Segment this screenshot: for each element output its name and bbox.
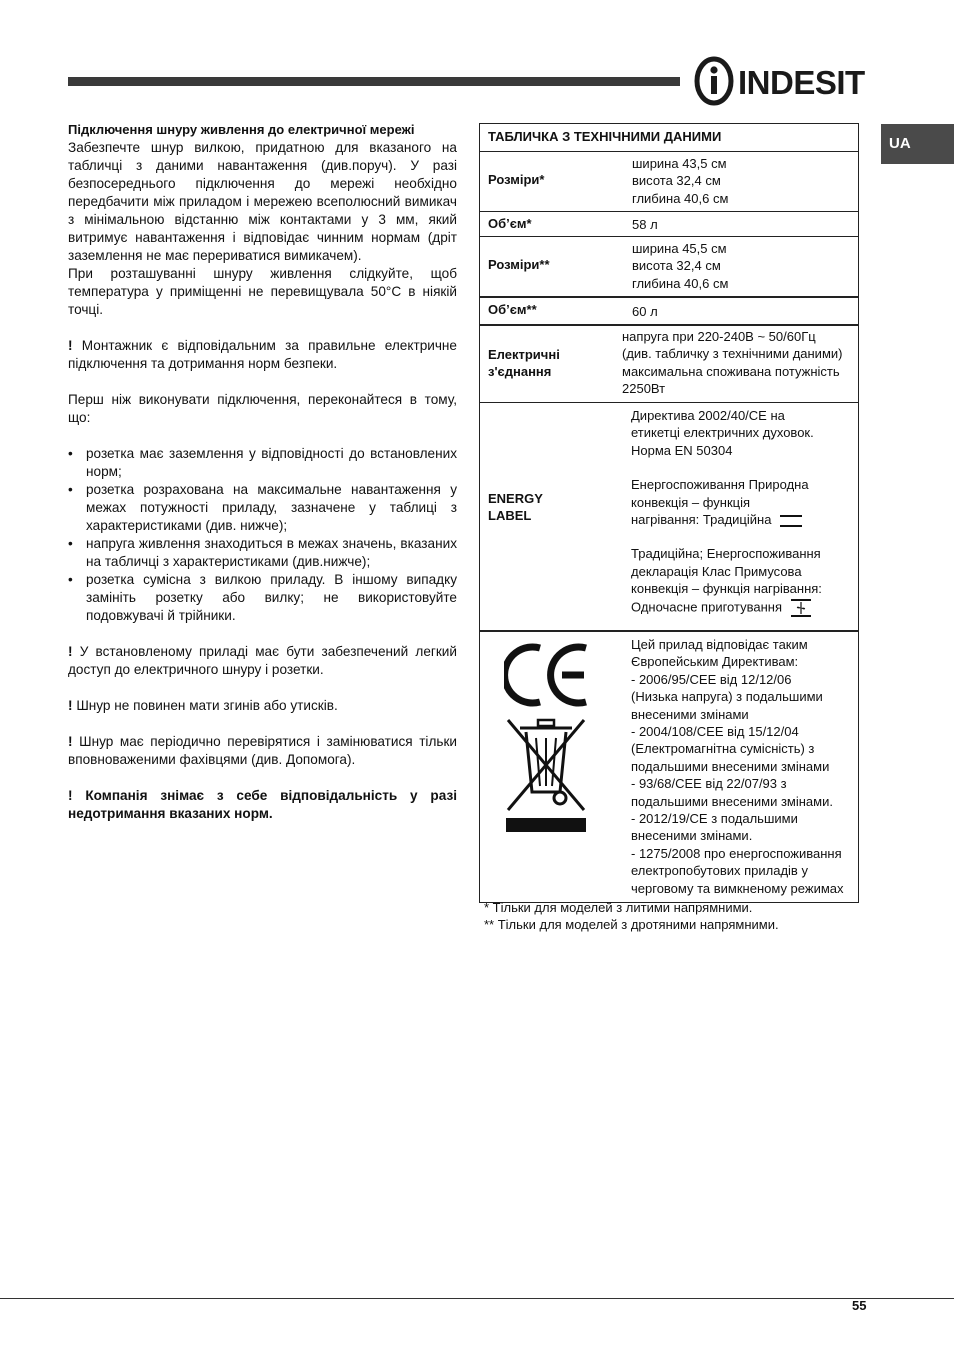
note-access (68, 643, 457, 679)
value-line: (Низька напруга) з подальшими (631, 689, 823, 705)
warning-mark: ! (68, 338, 73, 353)
value-line: напруга при 220-240В ~ 50/60Гц (622, 329, 816, 344)
row-value (632, 155, 728, 207)
paragraph-plug: Забезпечте шнур вилкою, придатною для вказаного на табличці з даними навантаження (див.поруч). У разі безпосереднього підключення до мережі необхідно передбачити між приладом і мережею всеполюсний вимикач з мінімальною відстанню між контактами у 3 мм, який витримує навантаження і відповідає чинним нормам (дріт заземлення не має перериватися вимикачем). (68, 140, 457, 263)
footnote: * Тільки для моделей з литими напрямними. (484, 900, 753, 915)
warning-mark: ! (68, 698, 73, 713)
list-item: • розетка має заземлення у відповідності до встановлених норм; (68, 445, 457, 481)
value-line: Енергоспоживання Природна (631, 477, 809, 493)
value-line: глибина 40,6 см (632, 190, 729, 206)
list-item: • розетка сумісна з вилкою приладу. В іншому випадку замініть розетку або вилку; не використовуйте подовжувачі й трійники. (68, 571, 457, 625)
value-line: декларація Клас Примусова (631, 563, 802, 579)
value-line: електропобутових приладів у (631, 863, 808, 879)
label-line: ENERGY (488, 491, 543, 506)
checklist (68, 445, 457, 625)
paragraph-check: Перш ніж виконувати підключення, переконайтеся в тому, що: (68, 392, 457, 425)
row-electrical (480, 324, 858, 402)
section-title: Підключення шнуру живлення до електричної мережі (68, 122, 415, 137)
row-value (631, 407, 857, 618)
note-installer-text: Монтажник є відповідальним за правильне електричне підключення та дотримання норм безпеки. (68, 338, 457, 371)
row-value (622, 328, 842, 398)
ce-mark-icon (504, 642, 590, 708)
brand-name: INDESIT (738, 64, 865, 101)
paragraph-temperature: При розташуванні шнуру живлення слідкуйте, щоб температура у приміщенні не перевищувала 50°C в ніякій точці. (68, 266, 457, 317)
value-line: Директива 2002/40/CE на (631, 408, 785, 423)
row-label: Об’єм* (488, 216, 532, 231)
list-item: • розетка розрахована на максимальне навантаження у межах потужності приладу, зазначене у таблиці з характеристиками (див. нижче); (68, 481, 457, 535)
label-line: LABEL (488, 508, 532, 524)
note-liability-text: Компанія знімає з себе відповідальність у разі недотримання вказаних норм. (68, 788, 457, 821)
value-line: подальшими внесеними змінами. (631, 793, 833, 809)
value-line: Традиційна; Енергоспоживання (631, 546, 821, 562)
value-line: (див. табличку з технічними даними) (622, 346, 843, 362)
footnote: ** Тільки для моделей з дротяними напрямними. (484, 917, 779, 932)
warning-mark: ! (68, 788, 73, 803)
value-line: глибина 40,6 см (632, 275, 729, 291)
value-line: конвекція – функція (631, 494, 751, 510)
value-line (631, 511, 857, 528)
value-line: етикетці електричних духовок. (631, 425, 814, 441)
note-installer (68, 337, 457, 373)
value-line: ширина 45,5 см (632, 241, 727, 256)
value-line: - 2006/95/CEE від 12/12/06 (631, 671, 792, 687)
note-bends-text: Шнур не повинен мати згинів або утисків. (76, 698, 338, 713)
page-number: 55 (852, 1298, 867, 1313)
label-line: з'єднання (488, 364, 552, 380)
value-line: ширина 43,5 см (632, 156, 727, 171)
value-text: нагрівання: (631, 512, 700, 528)
footnotes (484, 899, 779, 933)
row-dimensions-2 (480, 236, 858, 296)
note-access-text: У встановленому приладі має бути забезпечений легкий доступ до електричного шнуру і розетки. (68, 644, 457, 677)
note-bends (68, 697, 457, 715)
brand-mark-icon (694, 56, 738, 106)
note-inspection (68, 733, 457, 769)
value-text: Одночасне приготування (631, 599, 782, 615)
value-line: максимальна споживана потужність (622, 363, 840, 379)
value-line (631, 598, 857, 618)
value-line: 2250Вт (622, 381, 666, 397)
row-label: Об’єм** (488, 302, 537, 317)
value-line: черговому та вимкненому режимах (631, 880, 844, 896)
table-title: ТАБЛИЧКА З ТЕХНІЧНИМИ ДАНИМИ (488, 129, 722, 144)
value-line: внесеними змінами. (631, 828, 753, 844)
value-text: Традиційна (702, 512, 772, 528)
row-label: Розміри** (488, 257, 550, 272)
note-liability (68, 787, 457, 823)
value-line: - 93/68/CEE від 22/07/93 з (631, 776, 787, 792)
value-line: подальшими внесеними змінами (631, 758, 830, 774)
label-line: Електричні (488, 347, 560, 362)
value-line: висота 32,4 см (632, 173, 721, 189)
header-bar (68, 77, 680, 86)
value-line: - 2012/19/CE з подальшими (631, 811, 798, 827)
row-directives (480, 630, 858, 902)
note-inspection-text: Шнур має періодично перевірятися і замінюватися тільки вповноваженими фахівцями (див. Допомога). (68, 734, 457, 767)
indesit-logo (694, 56, 870, 106)
value-line: Норма EN 50304 (631, 442, 733, 458)
language-tab: UA (881, 124, 954, 164)
warning-mark: ! (68, 734, 73, 749)
directives-text (631, 636, 858, 897)
row-label (488, 346, 560, 381)
row-dimensions-1 (480, 151, 858, 211)
value-line: внесеними змінами (631, 706, 749, 722)
value-line: - 2004/108/CEE від 15/12/04 (631, 724, 799, 740)
row-volume-1 (480, 211, 858, 236)
warning-mark: ! (68, 644, 73, 659)
value-line: - 1275/2008 про енергоспоживання (631, 845, 842, 861)
technical-data-table (479, 123, 859, 903)
value-line: Європейським Директивам: (631, 654, 799, 670)
row-value (632, 240, 728, 292)
row-value: 60 л (632, 304, 658, 319)
row-energy-label (480, 402, 858, 630)
fan-heating-icon (790, 598, 812, 618)
footer-rule (0, 1298, 954, 1299)
list-item: • напруга живлення знаходиться в межах значень, вказаних на табличці з характеристиками (див.нижче); (68, 535, 457, 571)
value-line: конвекція – функція нагрівання: (631, 581, 822, 597)
row-volume-2 (480, 296, 858, 324)
connection-instructions (68, 121, 457, 823)
value-line: (Електромагнітна сумісність) з (631, 741, 815, 757)
value-line: Цей прилад відповідає таким (631, 637, 808, 652)
conventional-heating-icon (779, 514, 803, 528)
value-line: висота 32,4 см (632, 258, 721, 274)
row-label (488, 490, 543, 525)
row-label: Розміри* (488, 172, 545, 187)
table-header (480, 124, 858, 151)
row-value: 58 л (632, 217, 658, 232)
weee-bin-icon (504, 716, 588, 832)
